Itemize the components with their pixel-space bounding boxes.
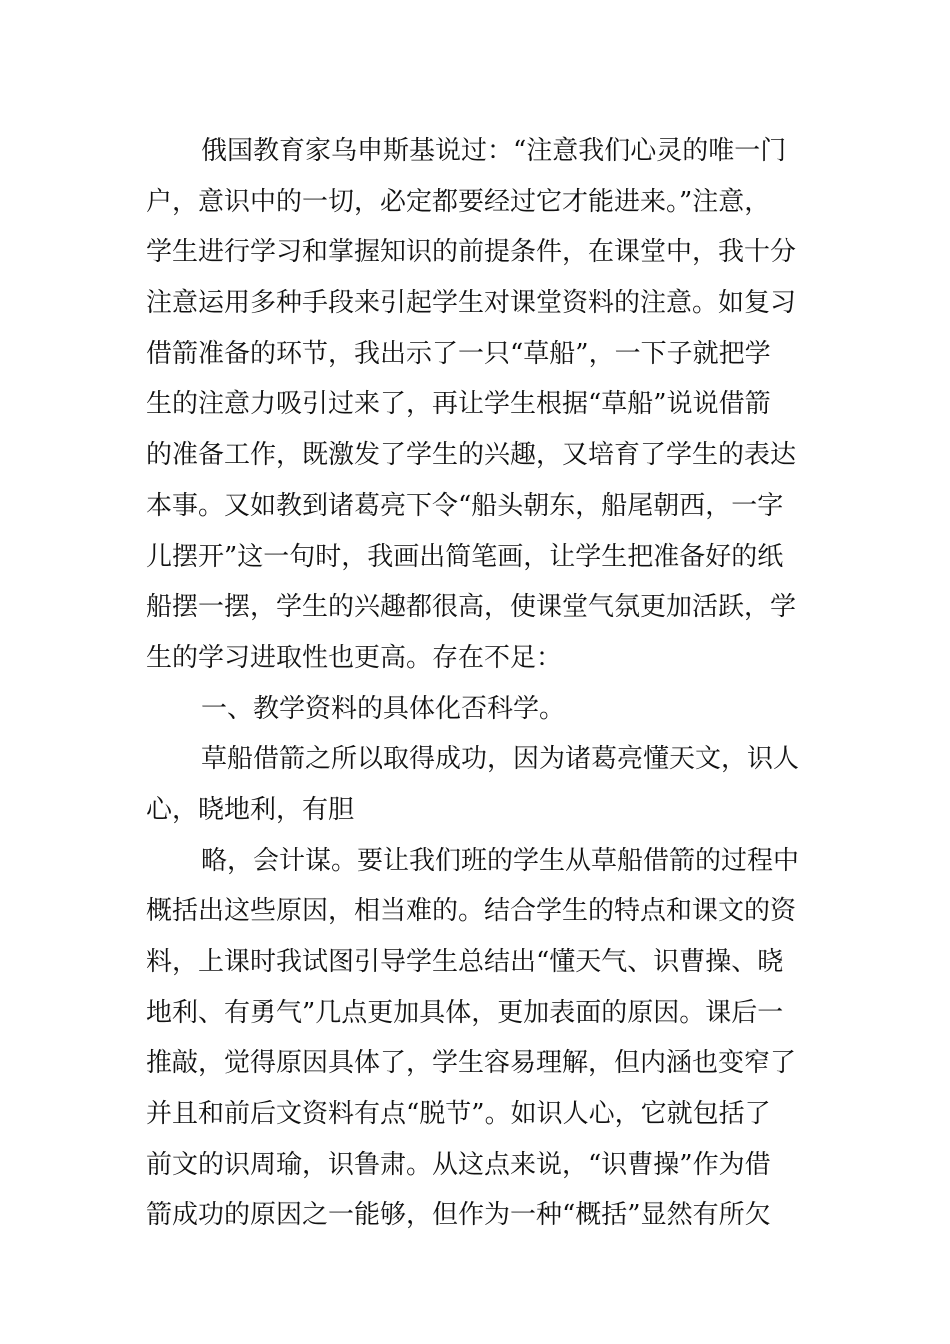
paragraph-line: 生的注意力吸引过来了，再让学生根据“草船”说说借箭	[146, 389, 771, 420]
paragraph-line: 儿摆开”这一句时，我画出简笔画，让学生把准备好的纸	[146, 541, 784, 572]
paragraph-line: 并且和前后文资料有点“脱节”。如识人心，它就包括了	[146, 1099, 771, 1130]
paragraph-line: 前文的识周瑜，识鲁肃。从这点来说，“识曹操”作为借	[146, 1149, 771, 1180]
paragraph-line: 生的学习进取性也更高。存在不足：	[146, 642, 563, 673]
paragraph-line: 本事。又如教到诸葛亮下令“船头朝东，船尾朝西，一字	[146, 490, 784, 521]
paragraph-line: 心，晓地利，有胆	[146, 794, 355, 825]
paragraph-line: 俄国教育家乌申斯基说过：“注意我们心灵的唯一门	[201, 136, 787, 166]
document-body	[146, 126, 812, 1241]
paragraph-line: 户，意识中的一切，必定都要经过它才能进来。”注意，	[146, 186, 771, 217]
paragraph-line: 略，会计谋。要让我们班的学生从草船借箭的过程中	[201, 845, 800, 876]
paragraph-line: 概括出这些原因，相当难的。结合学生的特点和课文的资	[146, 896, 797, 927]
paragraph-line: 注意运用多种手段来引起学生对课堂资料的注意。如复习	[146, 288, 797, 319]
paragraph-line: 料，上课时我试图引导学生总结出“懂天气、识曹操、晓	[146, 947, 784, 977]
paragraph-line: 学生进行学习和掌握知识的前提条件，在课堂中，我十分	[146, 237, 797, 268]
paragraph-line: 箭成功的原因之一能够，但作为一种“概括”显然有所欠	[146, 1200, 771, 1231]
paragraph-line: 借箭准备的环节，我出示了一只“草船”，一下子就把学	[146, 338, 771, 369]
paragraph-line: 地利、有勇气”几点更加具体，更加表面的原因。课后一	[146, 997, 784, 1028]
paragraph-line: 的准备工作，既激发了学生的兴趣，又培育了学生的表达	[146, 440, 797, 471]
paragraph-line: 草船借箭之所以取得成功，因为诸葛亮懂天文，识人	[201, 744, 800, 775]
paragraph-line: 船摆一摆，学生的兴趣都很高，使课堂气氛更加活跃，学	[146, 592, 797, 623]
section-heading: 一、教学资料的具体化否科学。	[201, 693, 566, 724]
paragraph-line: 推敲，觉得原因具体了，学生容易理解，但内涵也变窄了	[146, 1048, 797, 1079]
